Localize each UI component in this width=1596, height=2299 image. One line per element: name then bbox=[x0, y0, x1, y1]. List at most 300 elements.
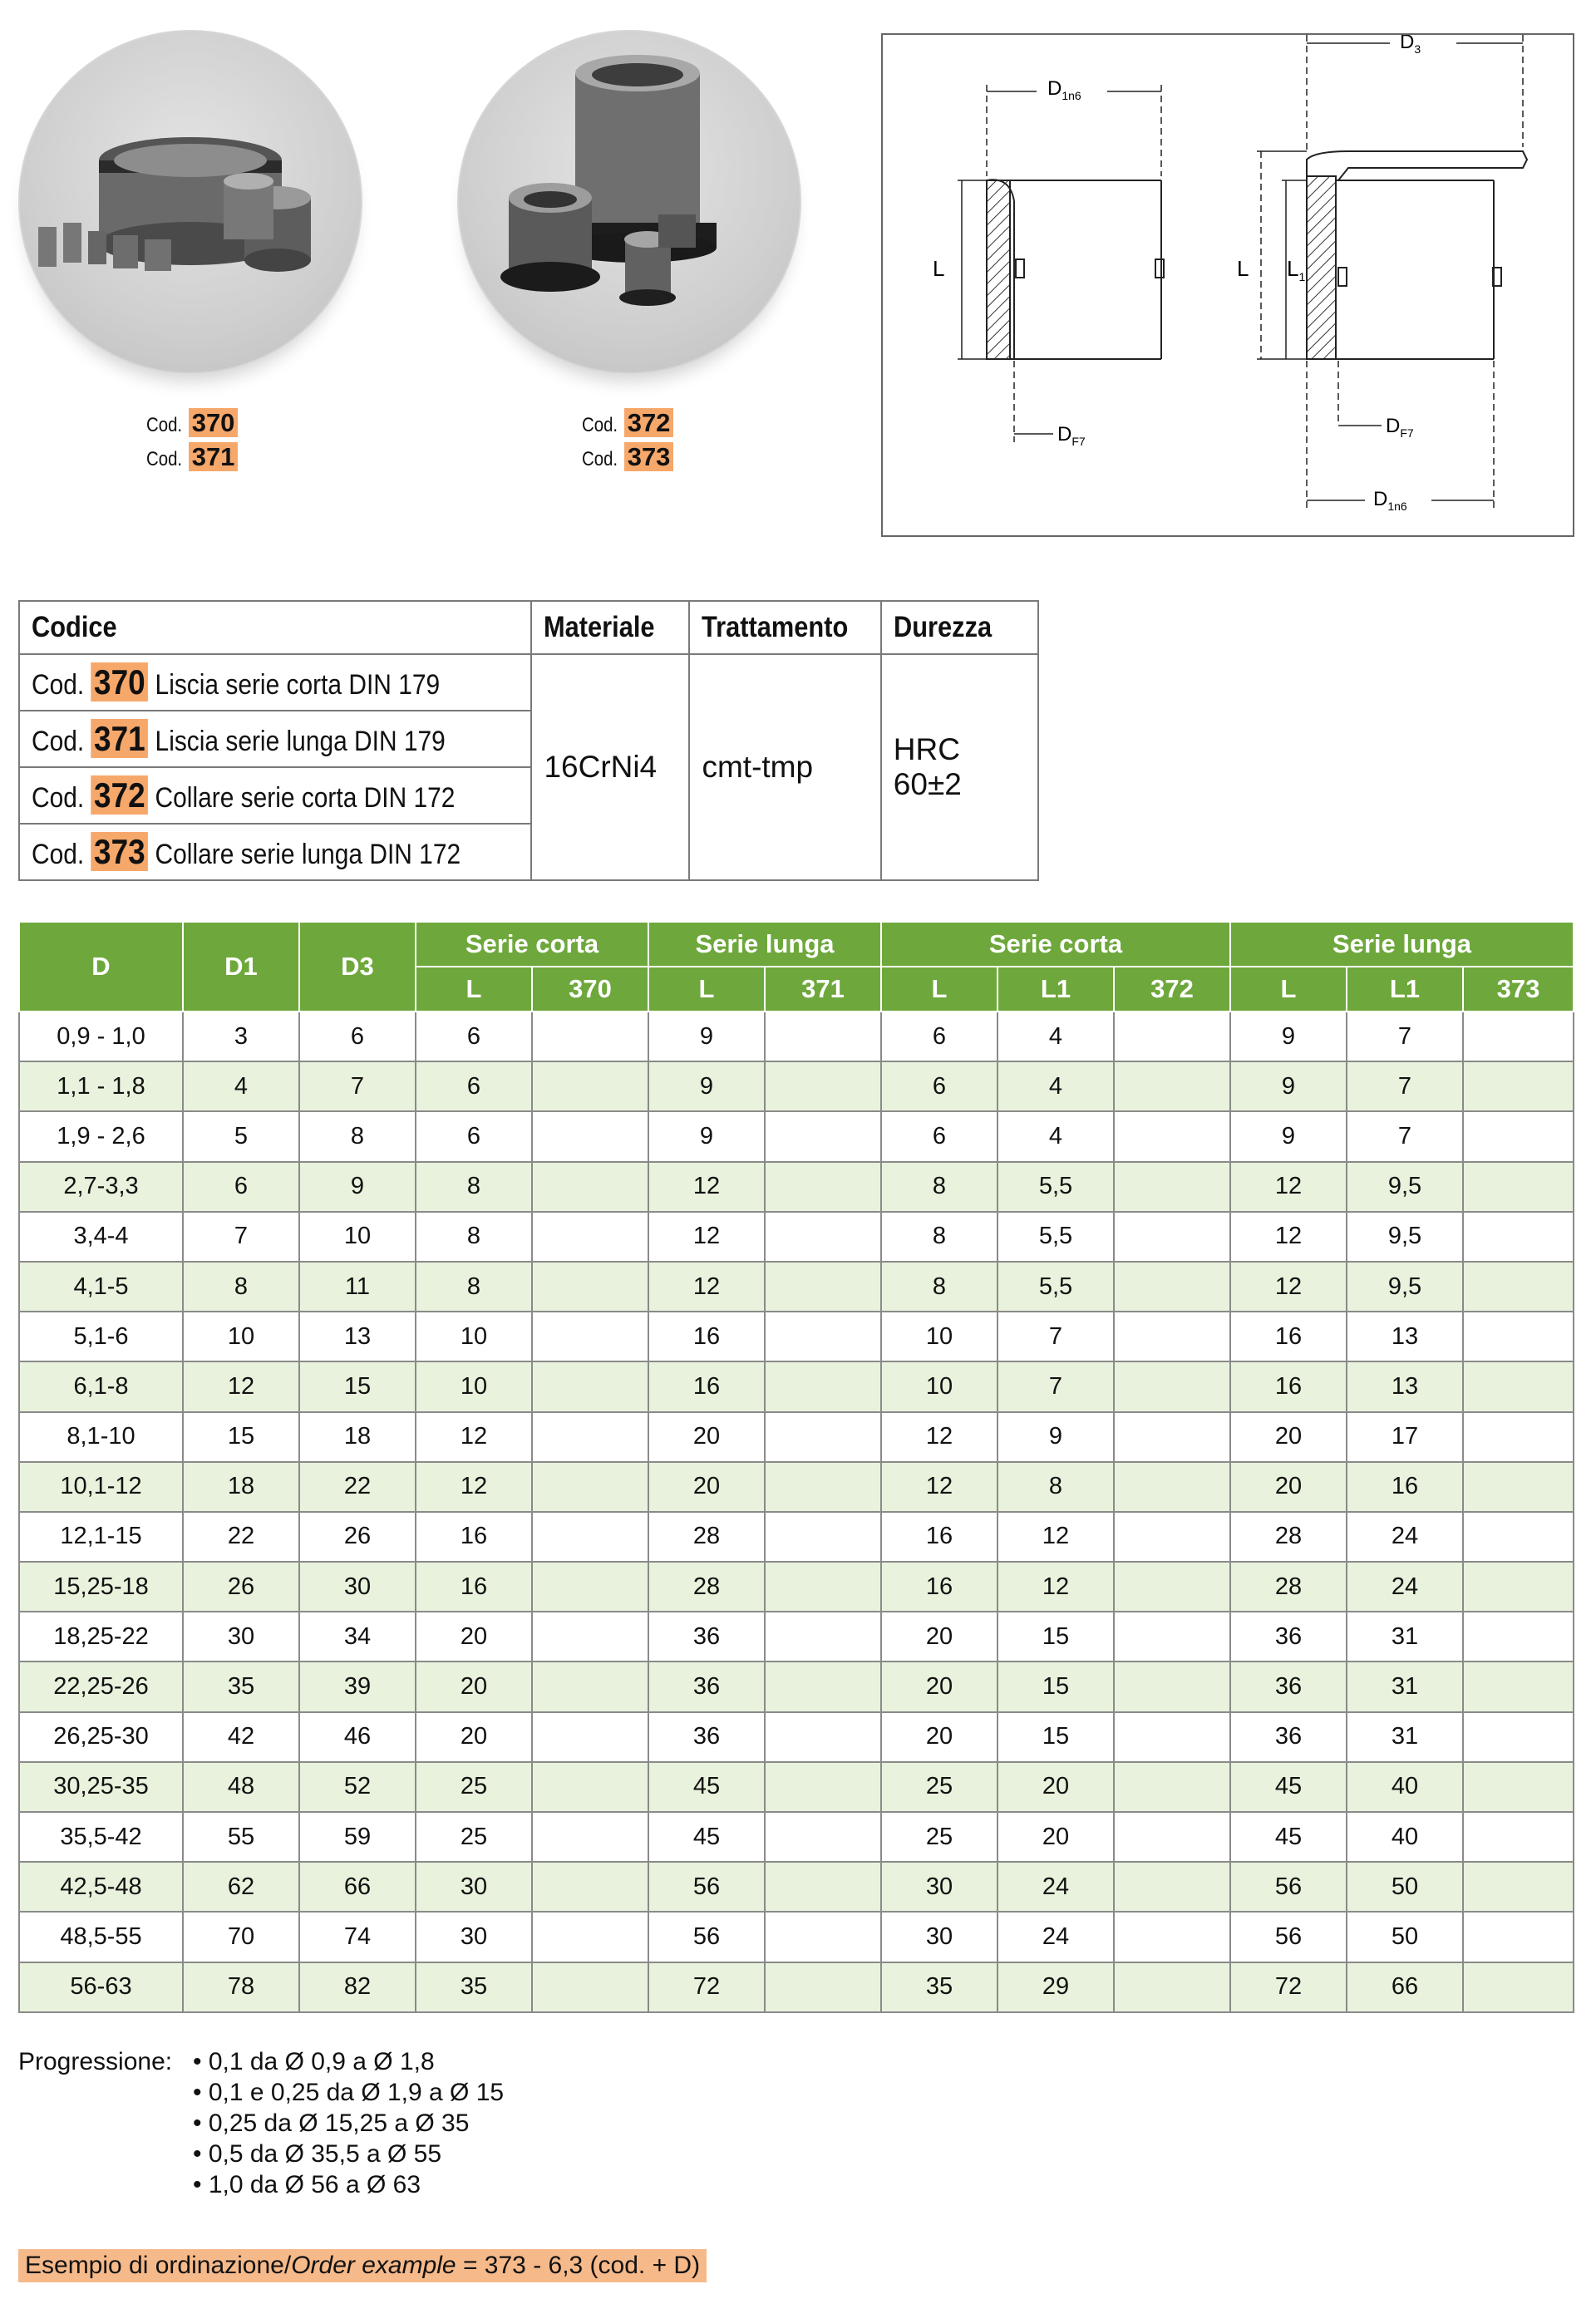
table-cell: 36 bbox=[1230, 1612, 1347, 1661]
table-cell: 6 bbox=[416, 1111, 532, 1161]
table-cell: 16 bbox=[416, 1562, 532, 1612]
table-cell: 7 bbox=[1347, 1061, 1463, 1111]
table-row bbox=[19, 1412, 1574, 1462]
bushing-dimension-drawing bbox=[883, 35, 1573, 535]
table-row bbox=[19, 1612, 1574, 1661]
table-cell: 12 bbox=[1230, 1212, 1347, 1262]
table-cell bbox=[1463, 1612, 1574, 1661]
table-cell bbox=[765, 1412, 881, 1462]
table-cell: 12 bbox=[183, 1361, 299, 1411]
table-cell: 6 bbox=[416, 1061, 532, 1111]
photo-right-codes bbox=[582, 407, 673, 475]
table-cell bbox=[532, 1162, 648, 1212]
table-cell: 18 bbox=[299, 1412, 416, 1462]
table-cell bbox=[1114, 1111, 1230, 1161]
table-cell: 20 bbox=[998, 1762, 1114, 1812]
table-cell: 55 bbox=[183, 1812, 299, 1862]
table-cell bbox=[1114, 1262, 1230, 1312]
table-cell bbox=[1114, 1562, 1230, 1612]
table-cell: 12 bbox=[416, 1412, 532, 1462]
table-cell: 8 bbox=[183, 1262, 299, 1312]
table-cell bbox=[532, 1462, 648, 1512]
table-cell: 22,25-26 bbox=[19, 1661, 183, 1711]
table-row bbox=[19, 1762, 1574, 1812]
durezza-value: HRC 60±2 bbox=[881, 654, 1038, 880]
table-cell: 10,1-12 bbox=[19, 1462, 183, 1512]
col-D1: D1 bbox=[183, 922, 299, 1012]
table-cell: 74 bbox=[299, 1912, 416, 1962]
table-cell: 12 bbox=[648, 1262, 765, 1312]
code-highlight: 372 bbox=[624, 408, 674, 437]
table-cell bbox=[765, 1512, 881, 1562]
dim-DF7-right: $D_{F7}$ bbox=[1386, 415, 1414, 440]
table-cell: 7 bbox=[998, 1361, 1114, 1411]
table-cell: 12 bbox=[998, 1512, 1114, 1562]
code-line: Cod. 372 bbox=[582, 407, 673, 441]
table-cell: 10 bbox=[299, 1212, 416, 1262]
table-cell bbox=[765, 1012, 881, 1061]
table-cell bbox=[765, 1612, 881, 1661]
progression-list bbox=[193, 2046, 858, 2200]
table-cell bbox=[1463, 1762, 1574, 1812]
table-cell: 22 bbox=[183, 1512, 299, 1562]
table-cell: 34 bbox=[299, 1612, 416, 1661]
table-cell: 48,5-55 bbox=[19, 1912, 183, 1962]
list-item: • 0,5 da Ø 35,5 a Ø 55 bbox=[193, 2140, 442, 2168]
table-cell bbox=[1463, 1661, 1574, 1711]
table-cell bbox=[1114, 1212, 1230, 1262]
table-cell: 20 bbox=[998, 1812, 1114, 1862]
table-cell bbox=[532, 1111, 648, 1161]
table-cell: 10 bbox=[416, 1312, 532, 1361]
table-cell bbox=[532, 1512, 648, 1562]
table-cell bbox=[1114, 1412, 1230, 1462]
table-cell: 4,1-5 bbox=[19, 1262, 183, 1312]
table-cell bbox=[532, 1312, 648, 1361]
table-cell: 0,9 - 1,0 bbox=[19, 1012, 183, 1061]
list-item: • 0,1 e 0,25 da Ø 1,9 a Ø 15 bbox=[193, 2079, 505, 2106]
table-cell bbox=[532, 1661, 648, 1711]
table-cell bbox=[1463, 1312, 1574, 1361]
table-cell bbox=[765, 1111, 881, 1161]
table-cell bbox=[1114, 1512, 1230, 1562]
table-cell: 15 bbox=[998, 1612, 1114, 1661]
table-cell bbox=[1114, 1712, 1230, 1762]
table-cell: 35 bbox=[416, 1962, 532, 2012]
table-cell: 40 bbox=[1347, 1762, 1463, 1812]
table-cell bbox=[765, 1212, 881, 1262]
list-item: • 0,25 da Ø 15,25 a Ø 35 bbox=[193, 2109, 470, 2137]
table-cell: 4 bbox=[183, 1061, 299, 1111]
table-cell: 30 bbox=[881, 1862, 998, 1912]
table-cell: 16 bbox=[1347, 1462, 1463, 1512]
table-cell: 25 bbox=[416, 1762, 532, 1812]
table-cell: 4 bbox=[998, 1061, 1114, 1111]
table-row bbox=[19, 1512, 1574, 1562]
table-cell: 10 bbox=[881, 1312, 998, 1361]
table-cell bbox=[532, 1612, 648, 1661]
subheader-cell: 372 bbox=[1114, 967, 1230, 1012]
table-cell: 29 bbox=[998, 1962, 1114, 2012]
subheader-cell: 370 bbox=[532, 967, 648, 1012]
table-cell: 56-63 bbox=[19, 1962, 183, 2012]
group-serie-lunga-371: Serie lunga bbox=[648, 922, 881, 967]
table-cell: 20 bbox=[648, 1462, 765, 1512]
table-cell: 20 bbox=[416, 1712, 532, 1762]
list-item: • 0,1 da Ø 0,9 a Ø 1,8 bbox=[193, 2048, 435, 2075]
table-cell bbox=[1463, 1012, 1574, 1061]
table-cell: 31 bbox=[1347, 1612, 1463, 1661]
table-cell: 20 bbox=[881, 1661, 998, 1711]
table-cell bbox=[1114, 1061, 1230, 1111]
table-cell: 36 bbox=[648, 1712, 765, 1762]
table-cell bbox=[1114, 1661, 1230, 1711]
table-cell: 3,4-4 bbox=[19, 1212, 183, 1262]
table-cell: 16 bbox=[1230, 1361, 1347, 1411]
table-cell bbox=[765, 1912, 881, 1962]
table-cell: 4 bbox=[998, 1111, 1114, 1161]
table-cell: 20 bbox=[1230, 1462, 1347, 1512]
table-cell: 28 bbox=[1230, 1562, 1347, 1612]
col-D: D bbox=[19, 922, 183, 1012]
code-highlight: 373 bbox=[624, 442, 674, 471]
table-cell bbox=[1463, 1712, 1574, 1762]
table-cell: 28 bbox=[1230, 1512, 1347, 1562]
group-serie-corta-370: Serie corta bbox=[416, 922, 648, 967]
subheader-cell: L1 bbox=[1347, 967, 1463, 1012]
table-cell: 2,7-3,3 bbox=[19, 1162, 183, 1212]
table-cell: 10 bbox=[183, 1312, 299, 1361]
table-cell: 7 bbox=[1347, 1012, 1463, 1061]
table-cell: 7 bbox=[998, 1312, 1114, 1361]
table-cell: 24 bbox=[1347, 1562, 1463, 1612]
table-cell: 5 bbox=[183, 1111, 299, 1161]
table-cell: 6 bbox=[881, 1061, 998, 1111]
table-cell bbox=[532, 1812, 648, 1862]
table-cell: 30 bbox=[416, 1862, 532, 1912]
table-cell: 31 bbox=[1347, 1712, 1463, 1762]
table-cell: 56 bbox=[648, 1912, 765, 1962]
table-cell: 25 bbox=[881, 1812, 998, 1862]
table-cell: 7 bbox=[1347, 1111, 1463, 1161]
table-cell: 22 bbox=[299, 1462, 416, 1512]
table-cell: 10 bbox=[881, 1361, 998, 1411]
table-cell: 45 bbox=[648, 1762, 765, 1812]
table-cell: 17 bbox=[1347, 1412, 1463, 1462]
table-cell: 20 bbox=[416, 1661, 532, 1711]
table-cell: 15 bbox=[998, 1661, 1114, 1711]
table-cell: 30 bbox=[299, 1562, 416, 1612]
table-cell: 12 bbox=[1230, 1262, 1347, 1312]
table-cell: 45 bbox=[1230, 1762, 1347, 1812]
table-cell bbox=[1114, 1361, 1230, 1411]
table-row bbox=[19, 1862, 1574, 1912]
table-cell bbox=[765, 1661, 881, 1711]
table-cell bbox=[1463, 1111, 1574, 1161]
table-cell: 5,1-6 bbox=[19, 1312, 183, 1361]
table-cell: 42 bbox=[183, 1712, 299, 1762]
table-cell: 16 bbox=[416, 1512, 532, 1562]
dimension-table bbox=[18, 921, 1574, 2013]
table-cell bbox=[765, 1712, 881, 1762]
table-cell: 8 bbox=[998, 1462, 1114, 1512]
table-cell: 6 bbox=[416, 1012, 532, 1061]
table-cell: 36 bbox=[1230, 1661, 1347, 1711]
table-cell: 56 bbox=[1230, 1912, 1347, 1962]
table-cell: 15,25-18 bbox=[19, 1562, 183, 1612]
table-cell: 20 bbox=[881, 1612, 998, 1661]
table-cell: 66 bbox=[1347, 1962, 1463, 2012]
photo-left-codes bbox=[146, 407, 238, 475]
table-cell: 9 bbox=[648, 1012, 765, 1061]
table-row bbox=[19, 1462, 1574, 1512]
table-cell: 9,5 bbox=[1347, 1262, 1463, 1312]
group-serie-corta-372: Serie corta bbox=[881, 922, 1230, 967]
table-cell bbox=[532, 1562, 648, 1612]
table-row bbox=[19, 1162, 1574, 1212]
table-cell: 6 bbox=[881, 1111, 998, 1161]
table-cell: 9 bbox=[648, 1061, 765, 1111]
table-cell bbox=[1463, 1862, 1574, 1912]
dim-L-left: L bbox=[933, 256, 945, 281]
table-cell bbox=[532, 1962, 648, 2012]
table-cell: 45 bbox=[648, 1812, 765, 1862]
table-cell: 8 bbox=[416, 1212, 532, 1262]
table-cell: 26 bbox=[299, 1512, 416, 1562]
table-cell: 24 bbox=[1347, 1512, 1463, 1562]
order-example: Esempio di ordinazione/Order example = 373 - 6,3 (cod. + D) bbox=[18, 2249, 707, 2282]
table-cell bbox=[1463, 1361, 1574, 1411]
dim-D1n6-left: $D_{1n6}$ bbox=[1047, 77, 1081, 102]
table-cell: 8 bbox=[881, 1212, 998, 1262]
table-cell bbox=[532, 1762, 648, 1812]
table-cell bbox=[765, 1061, 881, 1111]
table-cell: 35 bbox=[881, 1962, 998, 2012]
table-cell: 36 bbox=[1230, 1712, 1347, 1762]
table-cell: 20 bbox=[416, 1612, 532, 1661]
table-cell: 30 bbox=[416, 1912, 532, 1962]
subheader-cell: L bbox=[881, 967, 998, 1012]
table-cell bbox=[1463, 1462, 1574, 1512]
table-cell: 8,1-10 bbox=[19, 1412, 183, 1462]
table-cell bbox=[1463, 1212, 1574, 1262]
table-cell: 5,5 bbox=[998, 1212, 1114, 1262]
col-D3: D3 bbox=[299, 922, 416, 1012]
table-cell bbox=[1114, 1862, 1230, 1912]
table-cell bbox=[1463, 1061, 1574, 1111]
table-cell: 70 bbox=[183, 1912, 299, 1962]
table-cell bbox=[1463, 1162, 1574, 1212]
table-row bbox=[19, 1012, 1574, 1061]
table-cell: 28 bbox=[648, 1562, 765, 1612]
table-cell: 18 bbox=[183, 1462, 299, 1512]
subheader-cell: 373 bbox=[1463, 967, 1574, 1012]
header-durezza: Durezza bbox=[881, 601, 1038, 654]
table-cell bbox=[765, 1361, 881, 1411]
table-cell: 39 bbox=[299, 1661, 416, 1711]
table-cell: 10 bbox=[416, 1361, 532, 1411]
table-cell: 12,1-15 bbox=[19, 1512, 183, 1562]
table-cell: 59 bbox=[299, 1812, 416, 1862]
table-cell: 11 bbox=[299, 1262, 416, 1312]
table-cell: 72 bbox=[1230, 1962, 1347, 2012]
table-cell: 7 bbox=[299, 1061, 416, 1111]
table-cell: 35 bbox=[183, 1661, 299, 1711]
header-trattamento: Trattamento bbox=[689, 601, 880, 654]
table-cell bbox=[765, 1462, 881, 1512]
table-cell: 82 bbox=[299, 1962, 416, 2012]
table-cell: 20 bbox=[1230, 1412, 1347, 1462]
table-cell bbox=[1114, 1762, 1230, 1812]
table-cell: 36 bbox=[648, 1661, 765, 1711]
table-cell bbox=[765, 1162, 881, 1212]
table-cell bbox=[765, 1812, 881, 1862]
group-serie-lunga-373: Serie lunga bbox=[1230, 922, 1574, 967]
table-cell bbox=[765, 1562, 881, 1612]
table-cell: 9,5 bbox=[1347, 1212, 1463, 1262]
table-cell: 24 bbox=[998, 1862, 1114, 1912]
table-cell: 6 bbox=[881, 1012, 998, 1061]
table-row bbox=[19, 1212, 1574, 1262]
table-cell: 72 bbox=[648, 1962, 765, 2012]
table-cell: 50 bbox=[1347, 1862, 1463, 1912]
code-line: Cod. 373 bbox=[582, 441, 673, 475]
code-highlight: 370 bbox=[189, 408, 239, 437]
table-row bbox=[19, 1962, 1574, 2012]
table-cell: 30 bbox=[183, 1612, 299, 1661]
table-cell: 5,5 bbox=[998, 1262, 1114, 1312]
table-row bbox=[19, 1061, 1574, 1111]
table-cell: 26 bbox=[183, 1562, 299, 1612]
table-cell: 16 bbox=[1230, 1312, 1347, 1361]
table-cell: 28 bbox=[648, 1512, 765, 1562]
table-cell: 25 bbox=[416, 1812, 532, 1862]
table-cell bbox=[1463, 1812, 1574, 1862]
table-cell: 9 bbox=[1230, 1111, 1347, 1161]
trattamento-value: cmt-tmp bbox=[689, 654, 880, 880]
table-cell: 8 bbox=[881, 1162, 998, 1212]
table-cell bbox=[1114, 1162, 1230, 1212]
table-cell: 24 bbox=[998, 1912, 1114, 1962]
dim-D3: $D_3$ bbox=[1400, 35, 1421, 56]
table-cell bbox=[765, 1312, 881, 1361]
table-cell: 31 bbox=[1347, 1661, 1463, 1711]
table-row bbox=[19, 1312, 1574, 1361]
spec-row-370: Cod. 370 Liscia serie corta DIN 179 bbox=[19, 654, 531, 711]
table-cell bbox=[1463, 1412, 1574, 1462]
table-cell: 25 bbox=[881, 1762, 998, 1812]
table-cell: 8 bbox=[416, 1162, 532, 1212]
table-cell: 35,5-42 bbox=[19, 1812, 183, 1862]
table-cell bbox=[1463, 1962, 1574, 2012]
table-cell: 66 bbox=[299, 1862, 416, 1912]
table-cell: 78 bbox=[183, 1962, 299, 2012]
technical-drawing bbox=[881, 33, 1574, 537]
table-cell: 16 bbox=[648, 1361, 765, 1411]
code-highlight: 371 bbox=[189, 442, 239, 471]
table-cell bbox=[1114, 1012, 1230, 1061]
subheader-cell: L bbox=[1230, 967, 1347, 1012]
table-cell: 12 bbox=[648, 1162, 765, 1212]
table-cell: 7 bbox=[183, 1212, 299, 1262]
table-cell: 62 bbox=[183, 1862, 299, 1912]
code-line: Cod. 370 bbox=[146, 407, 238, 441]
table-cell: 15 bbox=[183, 1412, 299, 1462]
table-cell: 8 bbox=[881, 1262, 998, 1312]
product-photo-372-373 bbox=[457, 30, 801, 374]
table-cell: 9 bbox=[299, 1162, 416, 1212]
table-cell: 12 bbox=[998, 1562, 1114, 1612]
table-row bbox=[19, 1912, 1574, 1962]
table-cell: 20 bbox=[881, 1712, 998, 1762]
table-cell bbox=[1463, 1512, 1574, 1562]
table-cell: 9 bbox=[648, 1111, 765, 1161]
table-cell: 16 bbox=[648, 1312, 765, 1361]
table-cell bbox=[1463, 1262, 1574, 1312]
table-cell bbox=[532, 1862, 648, 1912]
table-cell: 20 bbox=[648, 1412, 765, 1462]
table-cell bbox=[1463, 1562, 1574, 1612]
dim-L-right: L bbox=[1237, 256, 1249, 281]
table-cell: 50 bbox=[1347, 1912, 1463, 1962]
table-cell: 1,1 - 1,8 bbox=[19, 1061, 183, 1111]
table-cell: 15 bbox=[299, 1361, 416, 1411]
table-cell bbox=[532, 1061, 648, 1111]
table-cell bbox=[532, 1412, 648, 1462]
table-cell bbox=[1114, 1462, 1230, 1512]
table-cell: 1,9 - 2,6 bbox=[19, 1111, 183, 1161]
table-cell bbox=[1463, 1912, 1574, 1962]
dim-L1-right: $L_1$ bbox=[1287, 256, 1306, 283]
table-cell: 12 bbox=[881, 1462, 998, 1512]
table-cell: 30,25-35 bbox=[19, 1762, 183, 1812]
table-cell: 12 bbox=[1230, 1162, 1347, 1212]
table-row bbox=[19, 1712, 1574, 1762]
table-cell: 48 bbox=[183, 1762, 299, 1812]
table-cell: 6 bbox=[183, 1162, 299, 1212]
collar-bushing-drawing bbox=[1237, 35, 1527, 513]
table-cell: 12 bbox=[648, 1212, 765, 1262]
bushings-photo-illustration bbox=[20, 32, 361, 372]
header-materiale: Materiale bbox=[531, 601, 689, 654]
table-cell: 8 bbox=[416, 1262, 532, 1312]
table-cell: 45 bbox=[1230, 1812, 1347, 1862]
table-row bbox=[19, 1111, 1574, 1161]
table-cell: 9,5 bbox=[1347, 1162, 1463, 1212]
table-cell bbox=[1114, 1912, 1230, 1962]
dim-D1n6-right: $D_{1n6}$ bbox=[1373, 488, 1407, 513]
table-cell bbox=[765, 1762, 881, 1812]
table-cell: 5,5 bbox=[998, 1162, 1114, 1212]
table-cell: 56 bbox=[1230, 1862, 1347, 1912]
product-photo-370-371 bbox=[18, 30, 362, 374]
progression-label: Progressione: bbox=[18, 2048, 173, 2075]
table-cell bbox=[1114, 1612, 1230, 1661]
table-row bbox=[19, 1661, 1574, 1711]
table-cell: 9 bbox=[1230, 1012, 1347, 1061]
table-cell bbox=[532, 1361, 648, 1411]
table-cell: 18,25-22 bbox=[19, 1612, 183, 1661]
table-cell bbox=[532, 1212, 648, 1262]
material-spec-table bbox=[18, 600, 1039, 881]
table-row bbox=[19, 1361, 1574, 1411]
table-row bbox=[19, 1262, 1574, 1312]
table-cell: 12 bbox=[416, 1462, 532, 1512]
table-cell bbox=[532, 1012, 648, 1061]
materiale-value: 16CrNi4 bbox=[531, 654, 689, 880]
table-cell: 6,1-8 bbox=[19, 1361, 183, 1411]
table-cell: 15 bbox=[998, 1712, 1114, 1762]
